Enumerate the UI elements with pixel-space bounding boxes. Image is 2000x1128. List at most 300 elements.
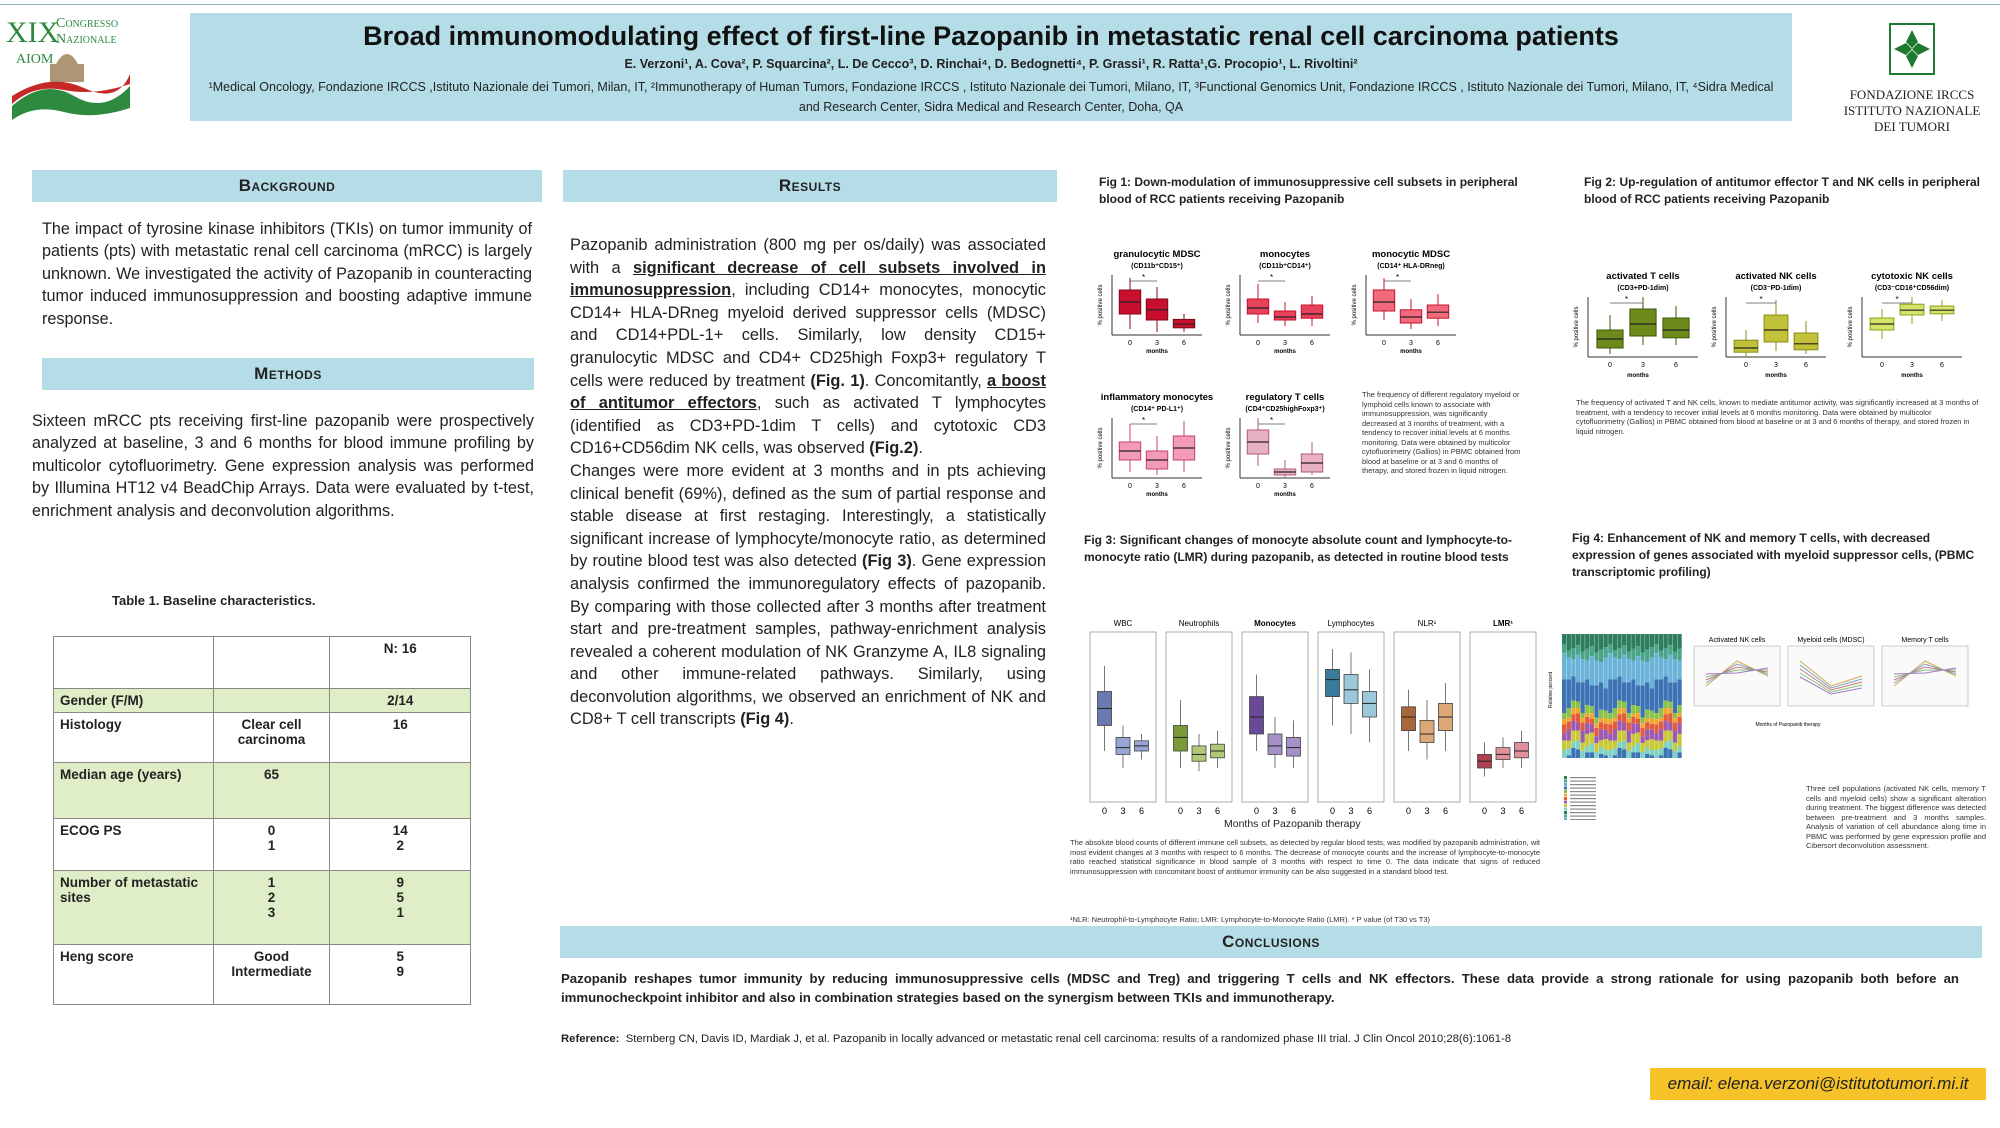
stack-segment [1590, 713, 1594, 719]
fig2-ylabel: % positive cells [1574, 306, 1580, 348]
aiom-logo [4, 8, 132, 128]
stack-segment [1627, 723, 1631, 731]
stack-segment [1594, 685, 1598, 717]
tick-label: 6 [1442, 806, 1448, 816]
table-cell-mid: 0 1 [213, 819, 330, 871]
tick-label: 0 [1406, 806, 1412, 816]
stack-segment [1617, 731, 1621, 743]
stack-segment [1567, 755, 1571, 758]
results-p1i: . [918, 439, 923, 458]
fig4-caption: Fig 4: Enhancement of NK and memory T cells, with decreased expression of genes associated with myeloid suppressor cells, (PBMC transcriptomic profiling) [1572, 531, 1975, 579]
significance-star: * [1624, 295, 1629, 304]
table-row [54, 689, 471, 713]
results-heading: Results [563, 170, 1057, 202]
tick-label: 6 [1182, 483, 1186, 490]
stack-segment [1622, 702, 1626, 709]
stack-segment [1604, 718, 1608, 724]
stack-segment [1599, 662, 1603, 682]
legend-text [1570, 809, 1596, 810]
stack-segment [1617, 648, 1621, 659]
tick-label: 0 [1128, 483, 1132, 490]
stack-segment [1650, 711, 1654, 718]
stack-segment [1567, 658, 1571, 680]
stack-segment [1659, 741, 1663, 749]
fig1-xlabel: months [1274, 492, 1296, 498]
table-cell-val: 9 5 1 [330, 871, 471, 945]
stack-segment [1567, 634, 1571, 651]
fig3-panels [1080, 612, 1556, 832]
stack-segment [1650, 647, 1654, 658]
stack-segment [1659, 634, 1663, 651]
stack-segment [1567, 679, 1571, 708]
stack-segment [1664, 715, 1668, 721]
table-cell-label: Heng score [54, 945, 214, 1005]
stack-segment [1622, 645, 1626, 654]
stack-segment [1585, 679, 1589, 705]
stack-segment [1608, 713, 1612, 719]
fig1-panel-treg [1240, 392, 1330, 490]
stack-segment [1585, 713, 1589, 716]
stack-segment [1677, 723, 1681, 734]
stack-segment [1636, 634, 1640, 646]
stack-segment [1562, 719, 1566, 724]
stack-segment [1580, 718, 1584, 722]
fig2-svg [1566, 255, 1986, 385]
tick-label: 6 [1674, 362, 1678, 369]
stack-segment [1650, 718, 1654, 724]
tick-label: 3 [1409, 340, 1413, 347]
legend-text [1570, 812, 1596, 813]
stack-segment [1571, 742, 1575, 748]
fig4-line-panel [1882, 637, 1968, 706]
stack-segment [1562, 653, 1566, 679]
stack-segment [1645, 747, 1649, 754]
fig3-panel-title: WBC [1113, 619, 1133, 628]
stack-segment [1604, 750, 1608, 755]
reference-text: Sternberg CN, Davis ID, Mardiak J, et al. Pazopanib in locally advanced or metastatic renal cell carcinoma: results of a randomized phase III trial. J Clin Oncol 2010;28(6):1061-8 [625, 1033, 1512, 1045]
stack-segment [1567, 651, 1571, 658]
legend-text [1570, 802, 1596, 803]
stack-segment [1580, 652, 1584, 660]
fig3-xlabel: Months of Pazopanib therapy [1224, 818, 1361, 830]
tick-label: 0 [1128, 340, 1132, 347]
table-row [54, 945, 471, 1005]
stack-segment [1654, 679, 1658, 713]
stack-segment [1654, 644, 1658, 653]
panel-title: regulatory T cells [1245, 392, 1325, 403]
stack-segment [1567, 718, 1571, 722]
stack-segment [1627, 713, 1631, 718]
stack-segment [1636, 752, 1640, 758]
stack-segment [1659, 679, 1663, 708]
results-p1a: Pazopanib administration (800 mg per os/daily) was associated with a [570, 236, 1046, 277]
background-text: The impact of tyrosine kinase inhibitors (TKIs) on tumor immunity of patients (pts) with metastatic renal cell carcinoma (mRCC) is largely unknown. We investigated the activity of Pazopanib in counteracting tumor induced immunosuppression and boosting adaptive immune response. [42, 220, 532, 328]
stack-segment [1668, 749, 1672, 758]
panel-title: activated T cells [1606, 271, 1680, 282]
stack-segment [1604, 711, 1608, 718]
stack-segment [1636, 646, 1640, 656]
box [1402, 707, 1416, 731]
stack-segment [1673, 743, 1677, 751]
legend-swatch [1564, 804, 1567, 807]
table-caption: Table 1. Baseline characteristics. [112, 593, 316, 608]
stack-segment [1640, 634, 1644, 652]
stack-segment [1580, 659, 1584, 682]
stack-segment [1668, 741, 1672, 750]
stack-segment [1613, 718, 1617, 722]
stack-segment [1654, 733, 1658, 741]
box [1400, 310, 1421, 323]
results-p2a: Changes were more evident at 3 months and in pts achieving clinical benefit (69%), defined as the sum of partial response and stable disease at first restaging. Interestingly, a statistically significant increase of lymphocyte/monocyte ratio, as determined by routine blood test was also detected [570, 461, 1046, 571]
fig1-xlabel: months [1274, 349, 1296, 355]
stack-segment [1594, 661, 1598, 686]
legend-swatch [1564, 808, 1567, 811]
tick-label: 0 [1744, 362, 1748, 369]
tick-label: 3 [1196, 806, 1202, 816]
stack-segment [1617, 742, 1621, 748]
tick-label: 6 [1940, 362, 1944, 369]
tick-label: 3 [1500, 806, 1506, 816]
stack-segment [1580, 730, 1584, 742]
legend-swatch [1564, 790, 1567, 793]
stack-segment [1650, 688, 1654, 710]
int-logo-line2: ISTITUTO NAZIONALE [1843, 103, 1981, 118]
stack-segment [1562, 634, 1566, 644]
stack-segment [1617, 748, 1621, 758]
stack-segment [1571, 634, 1575, 648]
tick-label: 0 [1256, 340, 1260, 347]
stack-segment [1668, 708, 1672, 713]
box [1496, 748, 1510, 760]
stack-segment [1631, 746, 1635, 752]
legend-text [1570, 816, 1596, 817]
table-row [54, 871, 471, 945]
tick-label: 0 [1880, 362, 1884, 369]
results-decrease-highlight: significant decrease of cell subsets involved in immunosuppression [570, 258, 1046, 300]
stack-segment [1645, 650, 1649, 662]
stack-segment [1562, 679, 1566, 713]
logo-xix: XIX [6, 16, 60, 49]
stack-segment [1640, 736, 1644, 743]
stack-segment [1571, 648, 1575, 659]
fig4-line-panel [1694, 637, 1780, 706]
stack-segment [1617, 634, 1621, 648]
tick-label: 6 [1310, 483, 1314, 490]
panel-title: inflammatory monocytes [1100, 392, 1214, 403]
stack-segment [1580, 723, 1584, 731]
stack-segment [1650, 658, 1654, 689]
stack-segment [1571, 748, 1575, 758]
table-cell-label: Median age (years) [54, 763, 214, 819]
stack-segment [1645, 710, 1649, 719]
stack-segment [1562, 741, 1566, 750]
conclusions-heading: Conclusions [560, 926, 1982, 958]
fig3-panel [1090, 619, 1156, 816]
stack-segment [1562, 724, 1566, 733]
stack-segment [1617, 715, 1621, 721]
significance-star: * [1895, 295, 1899, 304]
fig3-panel-title: Monocytes [1254, 619, 1296, 628]
top-rule [0, 4, 2000, 5]
stack-segment [1622, 749, 1626, 758]
stack-segment [1650, 724, 1654, 730]
table-cell-mid: 1 2 3 [213, 871, 330, 945]
stack-segment [1636, 685, 1640, 706]
stack-segment [1599, 722, 1603, 729]
stack-segment [1622, 723, 1626, 731]
fig1-xlabel: months [1146, 349, 1168, 355]
stack-segment [1604, 647, 1608, 658]
stack-segment [1636, 713, 1640, 719]
stack-segment [1677, 734, 1681, 746]
stack-segment [1654, 634, 1658, 644]
stack-segment [1659, 755, 1663, 758]
tick-label: 3 [1272, 806, 1278, 816]
fig4-panel-title: Myeloid cells (MDSC) [1797, 637, 1865, 644]
stack-segment [1599, 710, 1603, 719]
stack-segment [1617, 708, 1621, 714]
table-row [54, 819, 471, 871]
int-logo-line3: DEI TUMORI [1874, 119, 1950, 134]
tick-label: 6 [1804, 362, 1808, 369]
stack-segment [1608, 733, 1612, 741]
stack-segment [1613, 679, 1617, 708]
fig4-note: Three cell populations (activated NK cells, memory T cells and myeloid cells) show a significant alteration during treatment. The biggest difference was detected between pre-treatment and 3 months samples. Analysis of variation of cell abundance along time in PBMC was performed by gene expression profile and Cibersort deconvolution assessment. [1806, 784, 1986, 850]
tick-label: 3 [1155, 483, 1159, 490]
tick-label: 0 [1256, 483, 1260, 490]
tick-label: 3 [1774, 362, 1778, 369]
tick-label: 0 [1382, 340, 1386, 347]
methods-heading: Methods [42, 358, 534, 390]
stack-segment [1571, 708, 1575, 714]
tick-label: 3 [1910, 362, 1914, 369]
fig2-xlabel: months [1765, 373, 1787, 379]
stack-segment [1668, 634, 1672, 645]
stack-segment [1613, 708, 1617, 717]
box [1373, 290, 1394, 311]
box [1764, 315, 1788, 342]
tick-label: 3 [1424, 806, 1430, 816]
box [1274, 311, 1295, 320]
panel-subtitle: (CD3+PD-1dim) [1617, 285, 1669, 292]
stack-segment [1594, 743, 1598, 752]
stack-segment [1599, 740, 1603, 747]
stack-segment [1580, 751, 1584, 758]
stack-segment [1664, 634, 1668, 648]
stack-segment [1604, 739, 1608, 750]
stack-segment [1585, 752, 1589, 758]
significance-star: * [1269, 273, 1274, 282]
stack-segment [1594, 718, 1598, 724]
logo-congresso: Congresso [56, 16, 119, 31]
stack-segment [1664, 721, 1668, 731]
authors: E. Verzoni¹, A. Cova², P. Squarcina², L. De Cecco³, D. Rinchai⁴, D. Bedognetti⁴, P. Grassi¹, R. Ratta¹,G. Procopio¹, L. Rivoltini² [624, 57, 1358, 71]
stack-segment [1594, 752, 1598, 758]
stack-segment [1664, 731, 1668, 743]
legend-swatch [1564, 776, 1567, 779]
stack-segment [1599, 650, 1603, 662]
significance-star: * [1141, 416, 1146, 425]
box [1362, 692, 1376, 718]
stack-segment [1585, 634, 1589, 649]
stack-segment [1636, 719, 1640, 724]
stack-segment [1576, 741, 1580, 750]
stack-segment [1599, 729, 1603, 740]
fig2-xlabel: months [1627, 373, 1649, 379]
tick-label: 3 [1155, 340, 1159, 347]
fig2-panel-cytotoxic-nk [1862, 271, 1962, 369]
stack-segment [1659, 658, 1663, 680]
box [1663, 318, 1689, 338]
stack-segment [1576, 634, 1580, 645]
stack-segment [1604, 688, 1608, 710]
box [1116, 737, 1130, 754]
stack-segment [1608, 653, 1612, 679]
stack-segment [1636, 706, 1640, 713]
stack-segment [1645, 662, 1649, 682]
fig1-xlabel: months [1146, 492, 1168, 498]
legend-text [1570, 781, 1596, 782]
stack-segment [1613, 729, 1617, 741]
stack-segment [1590, 719, 1594, 724]
panel-title: cytotoxic NK cells [1871, 271, 1953, 282]
tick-label: 0 [1608, 362, 1612, 369]
poster-header [190, 13, 1792, 121]
stack-segment [1664, 676, 1668, 700]
stack-segment [1677, 679, 1681, 705]
reference-label: Reference: [561, 1033, 620, 1045]
tick-label: 3 [1120, 806, 1126, 816]
stack-segment [1594, 723, 1598, 728]
stack-segment [1677, 717, 1681, 724]
cross-icon [1842, 22, 1982, 78]
stack-segment [1590, 634, 1594, 646]
fig2-caption: Fig 2: Up-regulation of antitumor effector T and NK cells in peripheral blood of RCC patients receiving Pazopanib [1584, 175, 1980, 206]
stack-segment [1627, 682, 1631, 713]
fig4-stacked-bars [1562, 634, 1682, 758]
stack-segment [1645, 729, 1649, 740]
fig2-panel-activated-t [1588, 271, 1698, 369]
stack-segment [1567, 729, 1571, 741]
stack-segment [1650, 730, 1654, 739]
fig3-panel [1394, 619, 1460, 816]
results-p2e: . [789, 710, 794, 729]
fig1-ylabel: % positive cells [1226, 427, 1232, 469]
tick-label: 0 [1482, 806, 1488, 816]
stack-segment [1590, 646, 1594, 656]
stack-segment [1659, 722, 1663, 729]
stack-segment [1576, 645, 1580, 654]
stack-segment [1668, 655, 1672, 683]
legend-text [1570, 819, 1596, 820]
legend-text [1570, 798, 1596, 799]
table-cell-label: ECOG PS [54, 819, 214, 871]
fig1-ylabel: % positive cells [1226, 284, 1232, 326]
stack-segment [1599, 718, 1603, 722]
stack-segment [1654, 653, 1658, 679]
stack-segment [1673, 730, 1677, 742]
panel-title: activated NK cells [1735, 271, 1817, 282]
stack-segment [1659, 729, 1663, 741]
tick-label: 3 [1283, 483, 1287, 490]
stack-segment [1613, 634, 1617, 651]
stack-segment [1562, 750, 1566, 758]
stack-segment [1613, 755, 1617, 758]
box [1734, 340, 1758, 352]
fig1-caption: Fig 1: Down-modulation of immunosuppressive cell subsets in peripheral blood of RCC patients receiving Pazopanib [1099, 175, 1518, 206]
stack-segment [1590, 685, 1594, 706]
stack-segment [1654, 724, 1658, 733]
stack-segment [1640, 743, 1644, 752]
stack-segment [1613, 748, 1617, 755]
stack-segment [1567, 748, 1571, 755]
stack-segment [1562, 733, 1566, 741]
stack-segment [1604, 724, 1608, 730]
stack-segment [1677, 752, 1681, 758]
stack-segment [1654, 719, 1658, 724]
stack-segment [1677, 634, 1681, 649]
stack-segment [1631, 634, 1635, 649]
fig3-panel-title: LMR¹ [1493, 619, 1513, 628]
tick-label: 0 [1254, 806, 1260, 816]
significance-star: * [1269, 416, 1274, 425]
tick-label: 6 [1138, 806, 1144, 816]
stack-segment [1622, 655, 1626, 683]
panel-title: granulocytic MDSC [1113, 249, 1201, 260]
legend-swatch [1564, 811, 1567, 814]
stack-segment [1585, 649, 1589, 661]
fig3-panel-title: Neutrophils [1178, 619, 1220, 628]
stack-segment [1622, 741, 1626, 750]
stack-segment [1627, 634, 1631, 652]
stack-segment [1617, 700, 1621, 708]
stack-segment [1631, 649, 1635, 661]
results-p1g: , such as activated T lymphocytes (identified as CD3+PD-1dim T cells) and cytotoxic CD3 CD16+CD56dim NK cells, was observed [570, 394, 1047, 458]
stack-segment [1622, 634, 1626, 645]
tick-label: 6 [1436, 340, 1440, 347]
stack-segment [1580, 713, 1584, 718]
stack-segment [1654, 741, 1658, 750]
panel-title: monocytes [1259, 249, 1311, 260]
legend-swatch [1564, 797, 1567, 800]
stack-segment [1576, 655, 1580, 683]
stack-segment [1585, 717, 1589, 724]
results-fig1-ref: (Fig. 1) [810, 371, 865, 390]
fig4-ylabel: Relative percent [1548, 671, 1554, 709]
stack-segment [1650, 739, 1654, 750]
stack-segment [1594, 652, 1598, 660]
legend-swatch [1564, 794, 1567, 797]
results-fig4-ref: (Fig 4) [740, 710, 790, 729]
stack-segment [1608, 741, 1612, 750]
stack-segment [1654, 713, 1658, 719]
contact-email[interactable]: email: elena.verzoni@istitutotumori.mi.it [1650, 1068, 1986, 1100]
stack-segment [1627, 718, 1631, 722]
stack-segment [1673, 751, 1677, 758]
panel-subtitle: (CD3⁻PD-1dim) [1750, 285, 1802, 292]
stack-segment [1631, 752, 1635, 758]
legend-swatch [1564, 818, 1567, 820]
stack-segment [1585, 723, 1589, 734]
fig2-note: The frequency of activated T and NK cells, known to mediate antitumor activity, was significantly increased at 3 months of treatment, with a tendency to recover initial levels at 6 months monitoring. Data were obtained by multicolor cytofluorimetry (Gallios) in PBMC obtained from blood at baseline or at 3 and 6 months of therapy, and stored frozen in liquid nitrogen. [1576, 398, 1979, 436]
stack-segment [1571, 676, 1575, 700]
table-cell-label: Histology [54, 713, 214, 763]
stack-segment [1608, 644, 1612, 653]
tick-label: 6 [1310, 340, 1314, 347]
tick-label: 0 [1178, 806, 1184, 816]
fig1-panel-inflammatory [1101, 392, 1213, 490]
stack-segment [1562, 713, 1566, 719]
